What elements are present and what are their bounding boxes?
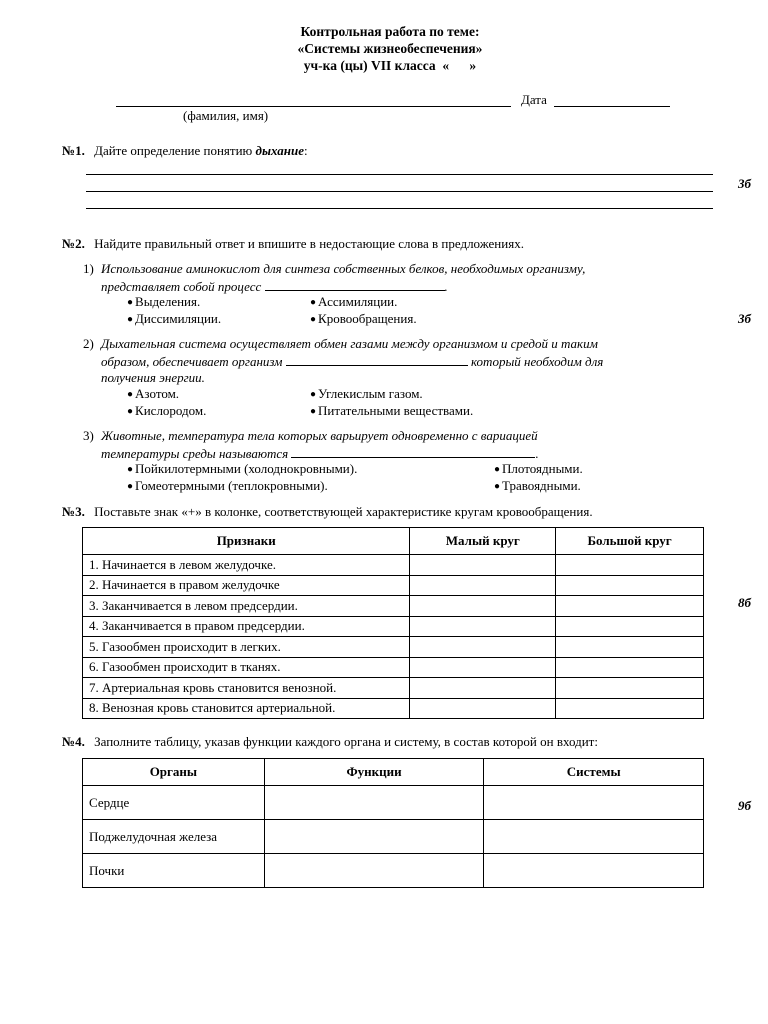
q3-cell-large[interactable] [556,637,704,658]
q1-term: дыхание [255,143,305,158]
q2-item2-line1: Дыхательная система осуществляет обмен газами между организмом и средой и таким [101,336,598,351]
table-row [83,575,704,596]
q3-number: №3. [62,504,85,519]
q2-item1-option-a[interactable]: ● Выделения. [127,294,200,310]
q2-item1-line2-text: представляет собой процесс [101,279,262,294]
date-field[interactable] [554,106,670,107]
q1-score: 3б [738,176,751,191]
q2-item3-num: 3) [83,428,94,443]
q3-row-label: 4. Заканчивается в правом предсердии. [83,616,410,637]
q3-cell-large[interactable] [556,596,704,617]
q3-cell-large[interactable] [556,678,704,699]
q3-cell-small[interactable] [410,698,556,719]
q2-item2-line2-after: который необходим для [470,354,604,369]
q3-table [82,527,704,719]
date-label: Дата [521,92,547,107]
q2-item2-blank[interactable] [286,353,468,366]
q4-text: Заполните таблицу, указав функции каждого органа и систему, в состав которой он входит: [94,734,598,749]
q2-item2-line3: получения энергии. [101,370,205,385]
q4-prompt [62,734,598,750]
q2-item2-line2 [101,353,603,370]
q3-score: 8б [738,595,751,610]
q1-answer-line-2[interactable] [86,191,713,192]
q1-prompt [62,143,308,159]
table-row [83,786,704,820]
q2-item2-option-c[interactable]: ● Кислородом. [127,403,206,419]
q3-cell-large[interactable] [556,657,704,678]
q3-header-small-circle: Малый круг [410,528,556,555]
q2-item1-option-c[interactable]: ● Диссимиляции. [127,311,221,327]
q4-cell-system[interactable] [484,854,704,888]
table-row [83,616,704,637]
q3-cell-large[interactable] [556,616,704,637]
q3-text: Поставьте знак «+» в колонке, соответствующей характеристике кругам кровообращения. [94,504,593,519]
q3-prompt [62,504,593,520]
q4-organ-label: Поджелудочная железа [83,820,265,854]
q3-cell-small[interactable] [410,637,556,658]
q2-text: Найдите правильный ответ и впишите в недостающие слова в предложениях. [94,236,524,251]
q2-item1-option-b[interactable]: ● Ассимиляции. [310,294,397,310]
title-line-1: Контрольная работа по теме: [300,24,480,39]
q2-item1-option-d[interactable]: ● Кровообращения. [310,311,417,327]
name-caption: (фамилия, имя) [183,108,269,123]
q3-row-label: 5. Газообмен происходит в легких. [83,637,410,658]
q3-row-label: 8. Венозная кровь становится артериальной. [83,698,410,719]
q3-cell-small[interactable] [410,575,556,596]
q3-cell-small[interactable] [410,616,556,637]
q4-cell-function[interactable] [264,854,484,888]
q3-row-label: 7. Артериальная кровь становится венозной. [83,678,410,699]
q4-cell-function[interactable] [264,786,484,820]
q3-header-row [83,528,704,555]
table-row [83,854,704,888]
q2-item3-option-c[interactable]: ● Гомеотермными (теплокровными). [127,478,328,494]
q2-item1-line1: Использование аминокислот для синтеза собственных белков, необходимых организму, [101,261,586,276]
q2-item2-line2-before: образом, обеспечивает организм [101,354,283,369]
q4-organ-label: Почки [83,854,265,888]
q4-table [82,758,704,888]
q3-cell-small[interactable] [410,657,556,678]
q2-item1-end: . [444,279,448,294]
q3-row-label: 1. Начинается в левом желудочке. [83,555,410,576]
q2-item3-line2-text: температуры среды называются [101,446,289,461]
q4-cell-function[interactable] [264,820,484,854]
q1-answer-line-3[interactable] [86,208,713,209]
q2-item3-option-d[interactable]: ● Травоядными. [494,478,581,494]
q2-item2-option-b[interactable]: ● Углекислым газом. [310,386,423,402]
q3-cell-small[interactable] [410,555,556,576]
q2-item3-option-b[interactable]: ● Плотоядными. [494,461,583,477]
q2-item3-end: . [535,446,539,461]
q1-number: №1. [62,143,85,158]
q1-text: Дайте определение понятию [94,143,256,158]
q2-item3-blank[interactable] [291,445,535,458]
q3-header-large-circle: Большой круг [556,528,704,555]
q3-cell-small[interactable] [410,596,556,617]
title-line-3: уч-ка (цы) VII класса « » [303,58,477,73]
q2-prompt [62,236,524,252]
table-row [83,555,704,576]
q1-colon: : [304,143,308,158]
table-row [83,698,704,719]
q3-cell-small[interactable] [410,678,556,699]
q1-answer-line-1[interactable] [86,174,713,175]
q2-item1-blank[interactable] [265,278,445,291]
table-row [83,678,704,699]
table-row [83,820,704,854]
q3-cell-large[interactable] [556,555,704,576]
table-row [83,637,704,658]
q3-row-label: 3. Заканчивается в левом предсердии. [83,596,410,617]
q2-item3-option-a[interactable]: ● Пойкилотермными (холоднокровными). [127,461,357,477]
q2-item3-line2 [101,445,539,462]
q4-score: 9б [738,798,751,813]
q4-cell-system[interactable] [484,786,704,820]
q4-cell-system[interactable] [484,820,704,854]
q4-header-functions: Функции [264,759,484,786]
q3-header-criteria: Признаки [83,528,410,555]
q2-score: 3б [738,311,751,326]
q2-item2-option-a[interactable]: ● Азотом. [127,386,179,402]
q3-cell-large[interactable] [556,575,704,596]
q2-item1-num: 1) [83,261,94,276]
table-row [83,596,704,617]
q2-item2-option-d[interactable]: ● Питательными веществами. [310,403,473,419]
title-line-2: «Системы жизнеобеспечения» [297,41,483,56]
q4-header-systems: Системы [484,759,704,786]
q4-organ-label: Сердце [83,786,265,820]
q4-header-organs: Органы [83,759,265,786]
q4-header-row [83,759,704,786]
table-row [83,657,704,678]
q2-item1-line2 [101,278,448,295]
q2-number: №2. [62,236,85,251]
q2-item3-line1: Животные, температура тела которых варьирует одновременно с вариацией [101,428,538,443]
student-name-field[interactable] [116,106,511,107]
q3-row-label: 2. Начинается в правом желудочке [83,575,410,596]
q4-number: №4. [62,734,85,749]
q2-item2-num: 2) [83,336,94,351]
q3-row-label: 6. Газообмен происходит в тканях. [83,657,410,678]
q3-cell-large[interactable] [556,698,704,719]
